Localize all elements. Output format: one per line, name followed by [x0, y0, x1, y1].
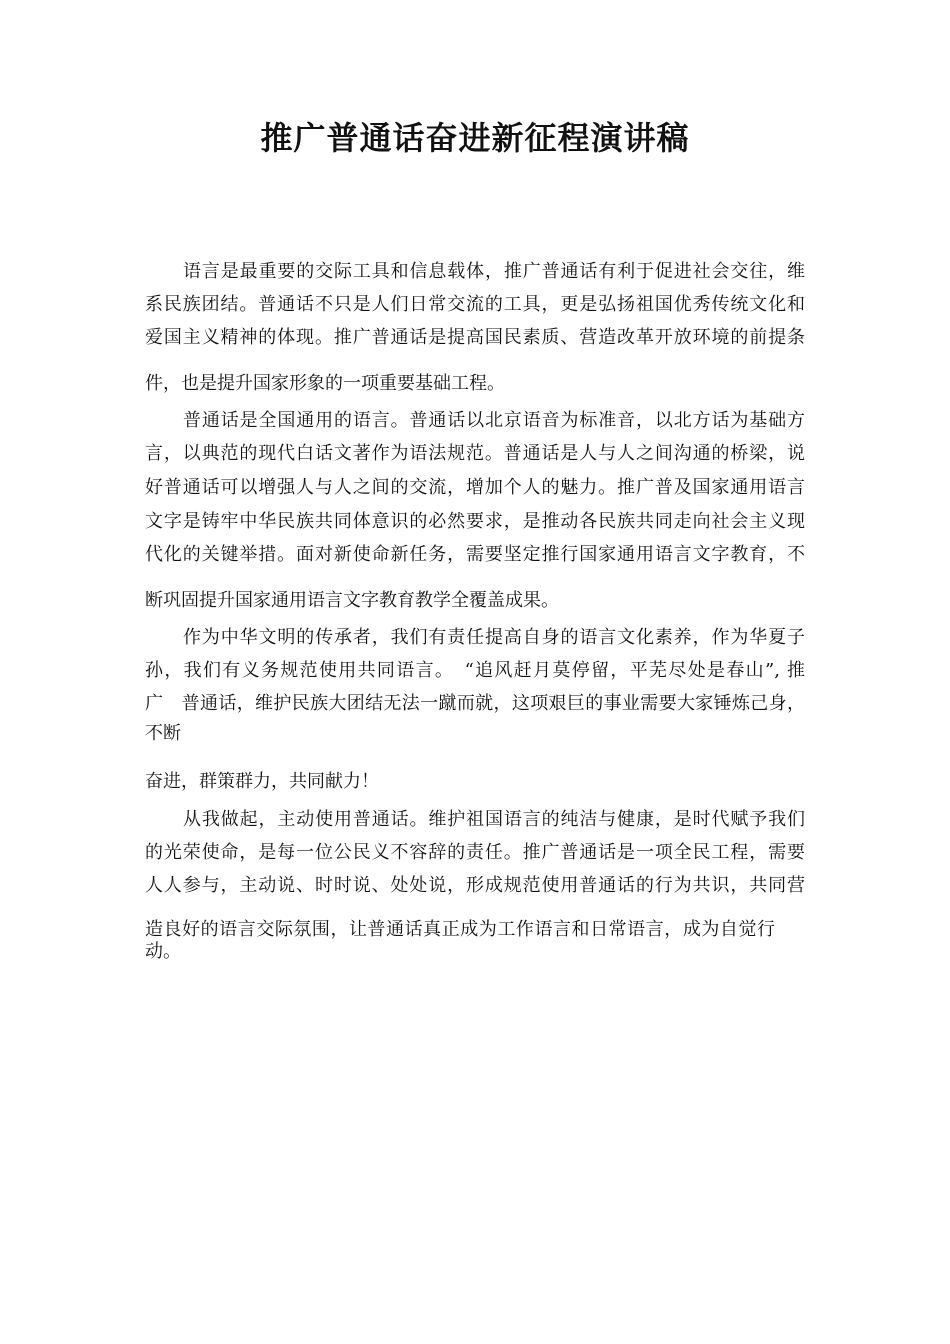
paragraph-1-line-3: 爱国主义精神的体现。推广普通话是提高国民素质、营造改革开放环境的前提条 [145, 327, 805, 348]
paragraph-1-line-4: 件，也是提升国家形象的一项重要基础工程。 [145, 373, 505, 394]
paragraph-3-line-3: 广 普通话，维护民族大团结无法一蹴而就，这项艰巨的事业需要大家锤炼己身， [145, 693, 805, 714]
paragraph-4-line-5: 动。 [145, 941, 181, 962]
paragraph-3-line-4: 不断 [145, 723, 181, 744]
paragraph-4-line-3: 人人参与，主动说、时时说、处处说，形成规范使用普通话的行为共识，共同营 [145, 875, 805, 896]
paragraph-2-line-1: 普通话是全国通用的语言。普通话以北京语音为标准音，以北方话为基础方 [183, 410, 805, 431]
paragraph-2-line-4: 文字是铸牢中华民族共同体意识的必然要求，是推动各民族共同走向社会主义现 [145, 511, 805, 532]
paragraph-1-line-2: 系民族团结。普通话不只是人们日常交流的工具，更是弘扬祖国优秀传统文化和 [145, 294, 805, 315]
paragraph-4-line-1: 从我做起，主动使用普通话。维护祖国语言的纯洁与健康，是时代赋予我们 [183, 809, 805, 830]
paragraph-2-line-5: 代化的关键举措。面对新使命新任务，需要坚定推行国家通用语言文字教育，不 [145, 544, 805, 565]
paragraph-4-line-2: 的光荣使命，是每一位公民义不容辞的责任。推广普通话是一项全民工程，需要 [145, 842, 805, 863]
paragraph-3-line-1: 作为中华文明的传承者，我们有责任提高自身的语言文化素养，作为华夏子 [183, 627, 805, 648]
paragraph-2-line-2: 言，以典范的现代白话文著作为语法规范。普通话是人与人之间沟通的桥梁，说 [145, 443, 805, 464]
paragraph-4-line-4: 造良好的语言交际氛围，让普通话真正成为工作语言和日常语言，成为自觉行 [145, 919, 775, 940]
paragraph-2-line-3: 好普通话可以增强人与人之间的交流，增加个人的魅力。推广普及国家通用语言 [145, 477, 805, 498]
paragraph-3-line-2: 孙，我们有义务规范使用共同语言。 “追风赶月莫停留，平芜尽处是春山”, 推 [145, 660, 805, 681]
document-title: 推广普通话奋进新征程演讲稿 [260, 119, 690, 157]
paragraph-3-line-5: 奋进，群策群力，共同献力！ [145, 771, 379, 792]
paragraph-1-line-1: 语言是最重要的交际工具和信息载体，推广普通话有利于促进社会交往，维 [183, 261, 805, 282]
paragraph-2-line-6: 断巩固提升国家通用语言文字教育教学全覆盖成果。 [145, 590, 559, 611]
